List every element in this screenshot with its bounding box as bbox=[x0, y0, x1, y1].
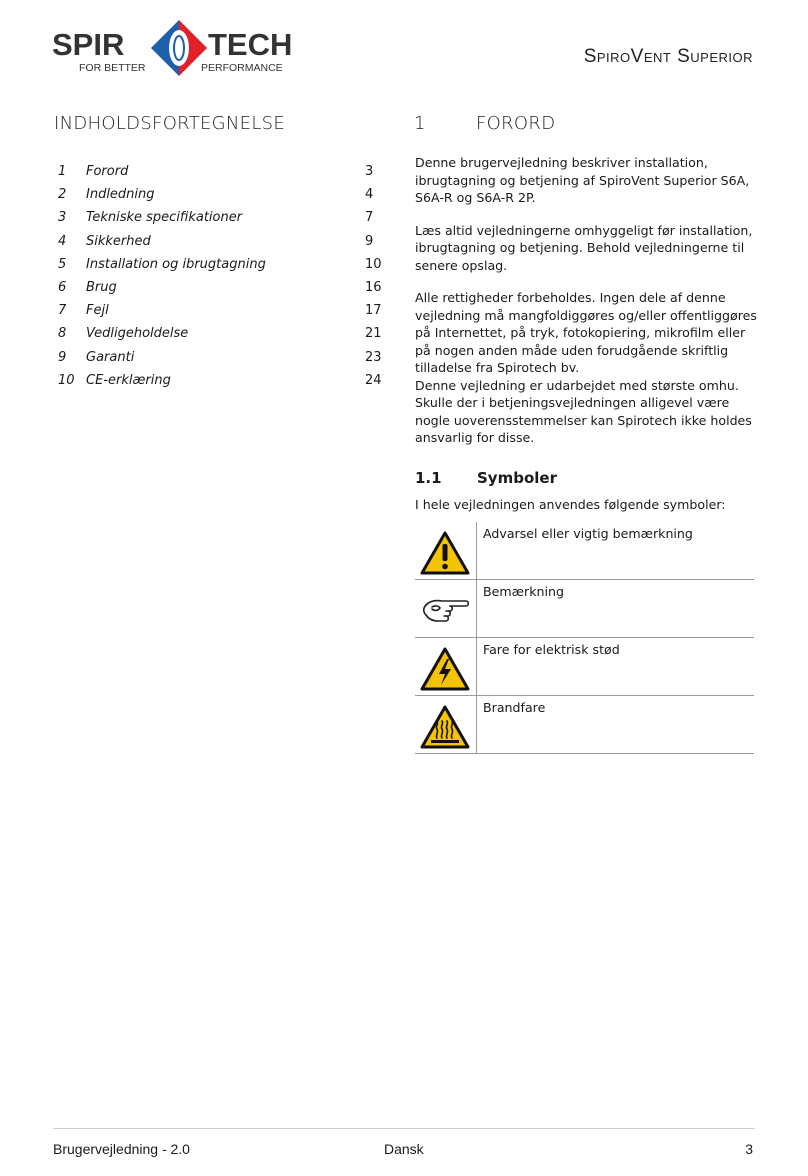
logo-diamond-icon bbox=[151, 20, 207, 76]
symbol-label: Bemærkning bbox=[483, 584, 564, 599]
symbol-row bbox=[415, 638, 754, 696]
read-paragraph: Læs altid vejledningerne omhyggeligt før installation, ibrugtagning og betjening. Behold vejledningerne til senere opslag. bbox=[415, 222, 753, 273]
section-number: 1 bbox=[414, 113, 426, 134]
section-body bbox=[415, 154, 757, 462]
spirotech-logo bbox=[52, 18, 304, 76]
toc-entry-page: 24 bbox=[365, 372, 382, 388]
electric-shock-icon bbox=[420, 647, 470, 691]
toc-entry-number: 8 bbox=[58, 326, 67, 342]
logo-text-left: SPIR bbox=[52, 27, 125, 62]
toc-entry[interactable] bbox=[58, 276, 382, 299]
toc-entry-number: 9 bbox=[58, 349, 67, 365]
toc-entry[interactable] bbox=[58, 160, 382, 183]
rights-paragraph: Alle rettigheder forbeholdes. Ingen dele af denne vejledning må mangfoldiggøres og/eller offentliggøres på Internettet, på tryk, fotokopiering, mikrofilm eller på nogen anden måde uden forudgående skriftlig tilladelse fra Spirotech bv. bbox=[415, 290, 757, 375]
toc-entry-number: 7 bbox=[58, 303, 67, 319]
toc-entry-title: Brug bbox=[86, 279, 117, 295]
footer-divider bbox=[53, 1128, 755, 1129]
logo-tagline-left: FOR BETTER bbox=[79, 62, 146, 74]
toc-entry[interactable] bbox=[58, 253, 382, 276]
product-name: SpiroVent Superior bbox=[583, 46, 753, 67]
toc-entry-title: Installation og ibrugtagning bbox=[86, 256, 266, 272]
symbol-row bbox=[415, 522, 754, 580]
toc-entry-page: 21 bbox=[365, 326, 382, 342]
toc-entry-number: 3 bbox=[58, 210, 67, 226]
toc-entry-page: 10 bbox=[365, 256, 382, 272]
toc-entry[interactable] bbox=[58, 299, 382, 322]
toc-entry[interactable] bbox=[58, 346, 382, 369]
logo-text-right: TECH bbox=[208, 27, 293, 62]
symbol-label: Advarsel eller vigtig bemærkning bbox=[483, 526, 693, 541]
toc-entry-page: 4 bbox=[365, 187, 374, 203]
toc-entry-title: Indledning bbox=[86, 187, 155, 203]
symbol-row bbox=[415, 580, 754, 638]
subsection-number: 1.1 bbox=[415, 469, 442, 487]
toc-entry-title: Tekniske specifikationer bbox=[86, 210, 243, 226]
logo-tagline-right: PERFORMANCE bbox=[201, 62, 283, 74]
toc-entry-title: Vedligeholdelse bbox=[86, 326, 189, 342]
toc-entry-number: 1 bbox=[58, 164, 67, 179]
toc-entry-number: 6 bbox=[58, 279, 67, 295]
toc-entry-title: CE-erklæring bbox=[86, 372, 171, 388]
toc-entry-title: Fejl bbox=[86, 303, 109, 319]
symbols-intro: I hele vejledningen anvendes følgende symboler: bbox=[415, 497, 726, 512]
toc-entry-title: Forord bbox=[86, 164, 129, 179]
toc-entry-number: 5 bbox=[58, 256, 67, 272]
toc-entry[interactable] bbox=[58, 206, 382, 229]
toc-entry-page: 16 bbox=[365, 279, 382, 295]
toc-entry-title: Garanti bbox=[86, 349, 135, 365]
toc-entry-page: 23 bbox=[365, 349, 382, 365]
toc-entry[interactable] bbox=[58, 322, 382, 345]
table-of-contents bbox=[58, 160, 382, 392]
toc-entry[interactable] bbox=[58, 369, 382, 392]
toc-heading: INDHOLDSFORTEGNELSE bbox=[54, 113, 286, 134]
section-title: FORORD bbox=[476, 113, 556, 134]
toc-entry-number: 2 bbox=[58, 187, 67, 203]
intro-paragraph: Denne brugervejledning beskriver installation, ibrugtagning og betjening af SpiroVent Superior S6A, S6A-R og S6A-R 2P. bbox=[415, 155, 750, 205]
toc-entry-page: 9 bbox=[365, 233, 374, 249]
disclaimer-paragraph: Denne vejledning er udarbejdet med største omhu. Skulle der i betjeningsvejledningen alligevel være nogle uoverensstemmelser kan Spirotech ikke holdes ansvarlig for disse. bbox=[415, 377, 752, 445]
footer-document-title: Brugervejledning - 2.0 bbox=[53, 1141, 190, 1157]
symbol-label: Brandfare bbox=[483, 700, 546, 715]
toc-entry[interactable] bbox=[58, 230, 382, 253]
warning-icon bbox=[420, 531, 470, 575]
toc-entry-number: 10 bbox=[58, 372, 75, 388]
toc-entry-page: 3 bbox=[365, 164, 374, 179]
toc-entry-page: 7 bbox=[365, 210, 374, 226]
symbol-row bbox=[415, 696, 754, 754]
footer-language: Dansk bbox=[384, 1141, 424, 1157]
subsection-title: Symboler bbox=[477, 469, 557, 487]
symbol-label: Fare for elektrisk stød bbox=[483, 642, 620, 657]
footer-page-number: 3 bbox=[745, 1141, 753, 1157]
symbols-table bbox=[415, 522, 754, 754]
toc-entry-title: Sikkerhed bbox=[86, 233, 151, 249]
toc-entry-page: 17 bbox=[365, 303, 382, 319]
fire-hazard-icon bbox=[420, 705, 470, 749]
toc-entry[interactable] bbox=[58, 183, 382, 206]
pointing-hand-icon bbox=[420, 589, 470, 633]
toc-entry-number: 4 bbox=[58, 233, 67, 249]
